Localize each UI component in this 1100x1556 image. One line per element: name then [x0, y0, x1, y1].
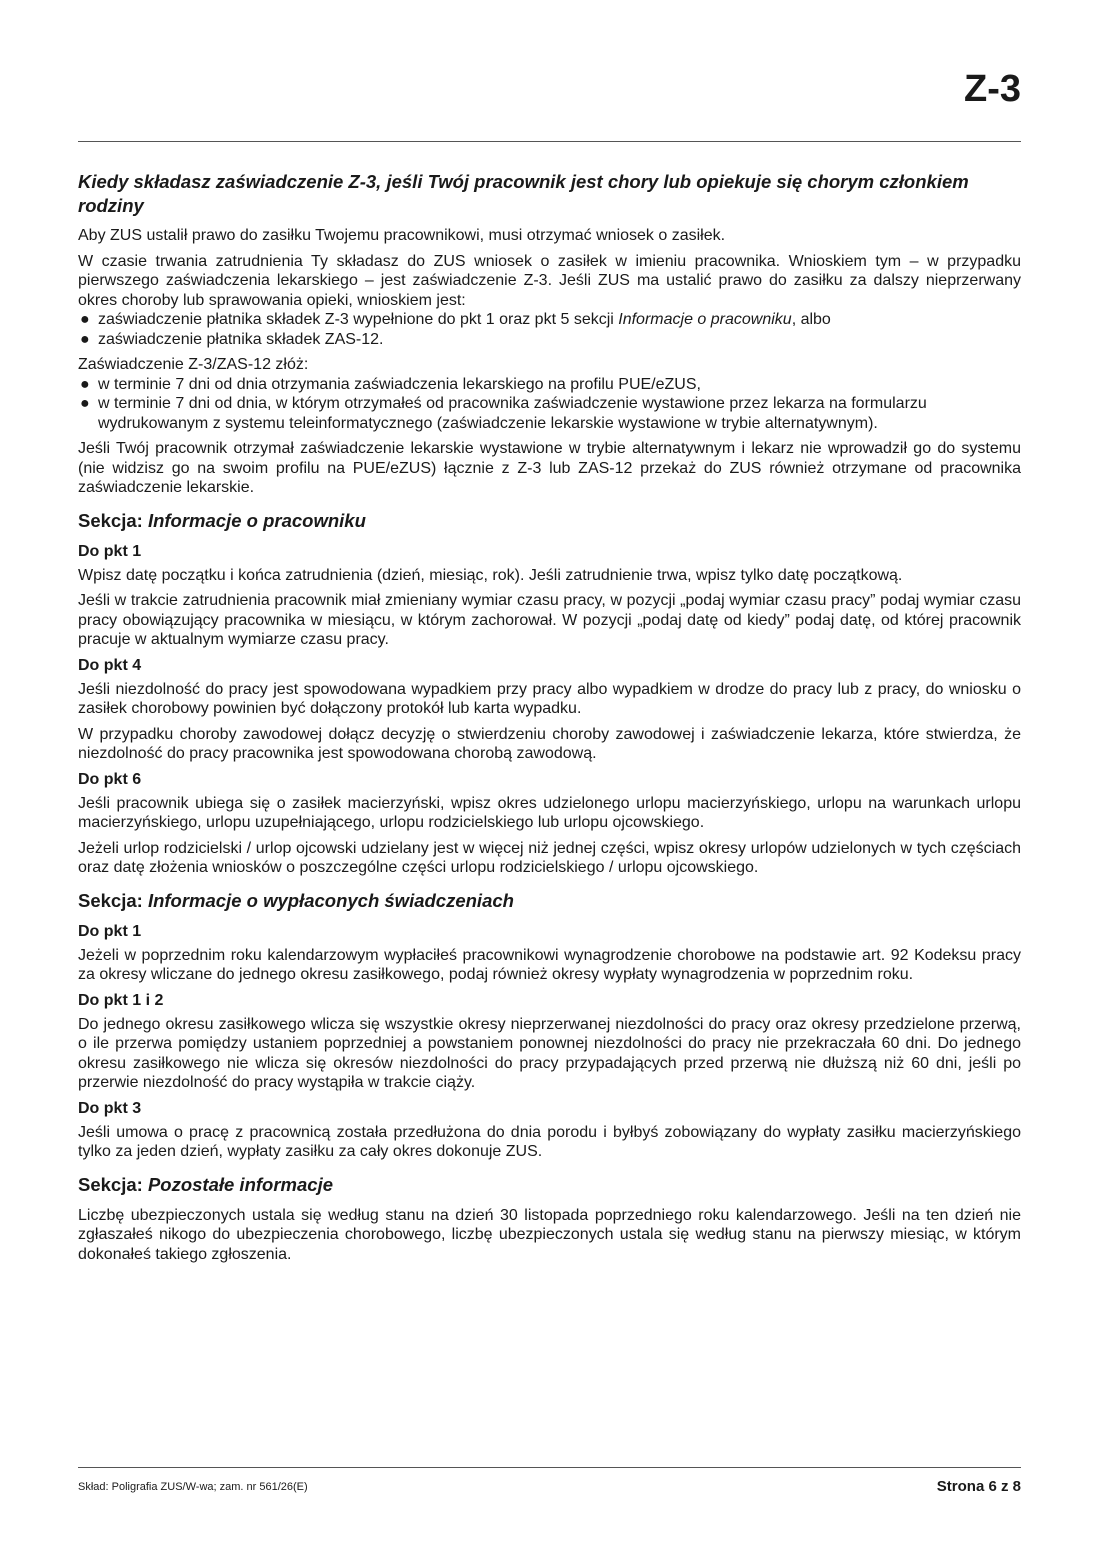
paragraph: Jeżeli urlop rodzicielski / urlop ojcowski udzielany jest w więcej niż jednej części, wpisz okresy urlopów udzielonych w tych częściach oraz datę złożenia wniosków o poszczególne części urlopu rodzicielskiego / urlopu ojcowskiego. — [78, 839, 1021, 876]
bullet-icon: ● — [80, 395, 90, 412]
intro-paragraph-4: Jeśli Twój pracownik otrzymał zaświadczenie lekarskie wystawione w trybie alternatywnym i lekarz nie wprowadził go do systemu (nie widzisz go na swoim profilu na PUE/eZUS) łącznie z Z-3 lub ZAS-12 przekaż do ZUS również otrzymane od pracownika zaświadczenie lekarskie. — [78, 440, 1021, 496]
bullet-icon: ● — [80, 311, 90, 328]
page-number: Strona 6 z 8 — [936, 1478, 1021, 1495]
intro-paragraph-3: Zaświadczenie Z-3/ZAS-12 złóż: — [78, 356, 309, 373]
bullet-icon: ● — [80, 375, 90, 393]
paragraph: Jeśli w trakcie zatrudnienia pracownik miał zmieniany wymiar czasu pracy, w pozycji „podaj wymiar czasu pracy” podaj wymiar czasu pracy obowiązujący pracownika w miesiącu, w którym zachorował. W pozycji „podaj datę od kiedy” podaj datę, od której pracownik pracuje w aktualnym wymiarze czasu pracy. — [78, 592, 1021, 648]
paragraph: Do jednego okresu zasiłkowego wlicza się wszystkie okresy nieprzerwanej niezdolności do pracy oraz okresy przedzielone przerwą, o ile przerwa pomiędzy ustaniem poprzedniej a powstaniem ponownej niezdolności do pracy nie przekraczała 60 dni. Do jednego okresu zasiłkowego nie wlicza się okresów niezdolności do pracy przypadających przed przerwą nie dłuższą niż 60 dni, jeśli po przerwie niezdolność do pracy wystąpiła w trakcie ciąży. — [78, 1015, 1021, 1091]
list-item: ● zaświadczenie płatnika składek ZAS-12. — [80, 330, 384, 348]
paragraph: Wpisz datę początku i końca zatrudnienia (dzień, miesiąc, rok). Jeśli zatrudnienie trwa, wpisz tylko datę początkową. — [78, 566, 903, 584]
request-list — [78, 310, 1021, 349]
intro-title: Kiedy składasz zaświadczenie Z-3, jeśli Twój pracownik jest chory lub opiekuje się chorym członkiem rodziny — [78, 171, 969, 216]
subheading: Do pkt 1 i 2 — [78, 991, 164, 1009]
bullet-icon: ● — [80, 330, 90, 348]
intro-paragraph-2: W czasie trwania zatrudnienia Ty składasz do ZUS wniosek o zasiłek w imieniu pracownika. Wnioskiem tym – w przypadku pierwszego zaświadczenia lekarskiego – jest zaświadczenie Z-3. Jeśli ZUS ma ustalić prawo do zasiłku za dalszy nieprzerwany okres choroby lub sprawowania opieki, wnioskiem jest: — [78, 252, 1021, 309]
subheading: Do pkt 4 — [78, 656, 142, 674]
section-heading-other-info: Sekcja: Pozostałe informacje — [78, 1173, 333, 1195]
subheading: Do pkt 6 — [78, 770, 142, 788]
paragraph: Jeśli pracownik ubiega się o zasiłek macierzyński, wpisz okres udzielonego urlopu macierzyńskiego, urlopu na warunkach urlopu macierzyńskiego, urlopu uzupełniającego, urlopu rodzicielskiego lub urlopu ojcowskiego. — [78, 794, 1021, 831]
header-divider — [78, 141, 1021, 142]
paragraph: W przypadku choroby zawodowej dołącz decyzję o stwierdzeniu choroby zawodowej i zaświadczenie lekarza, które stwierdza, że niezdolność do pracy pracownika jest spowodowana chorobą zawodową. — [78, 725, 1021, 762]
list-item: ● w terminie 7 dni od dnia otrzymania zaświadczenia lekarskiego na profilu PUE/eZUS, — [80, 375, 701, 393]
paragraph: Liczbę ubezpieczonych ustala się według stanu na dzień 30 listopada poprzedniego roku kalendarzowego. Jeśli na ten dzień nie zgłaszałeś nikogo do ubezpieczenia chorobowego, liczbę ubezpieczonych ustala się według stanu na pierwszy miesiąc, w którym dokonałeś takiego zgłoszenia. — [78, 1206, 1021, 1263]
document-code: Z-3 — [964, 68, 1021, 110]
subheading: Do pkt 1 — [78, 542, 142, 560]
intro-paragraph-1: Aby ZUS ustalił prawo do zasiłku Twojemu pracownikowi, musi otrzymać wniosek o zasiłek. — [78, 227, 726, 244]
subheading: Do pkt 3 — [78, 1099, 142, 1117]
subheading: Do pkt 1 — [78, 922, 142, 940]
list-item: ● w terminie 7 dni od dnia, w którym otrzymałeś od pracownika zaświadczenie wystawione przez lekarza na formularzu wydrukowanym z systemu teleinformatycznego (zaświadczenie lekarskie wystawione w trybie alternatywnym). — [80, 395, 927, 432]
paragraph: Jeśli niezdolność do pracy jest spowodowana wypadkiem przy pracy albo wypadkiem w drodze do pracy lub z pracy, do wniosku o zasiłek chorobowy powinien być dołączony protokół lub karta wypadku. — [78, 680, 1021, 717]
paragraph: Jeżeli w poprzednim roku kalendarzowym wypłaciłeś pracownikowi wynagrodzenie chorobowe na podstawie art. 92 Kodeksu pracy za okresy wliczane do jednego okresu zasiłkowego, podaj również okresy wypłaty wynagrodzenia w poprzednim roku. — [78, 946, 1021, 983]
paragraph: Jeśli umowa o pracę z pracownicą została przedłużona do dnia porodu i byłbyś zobowiązany do wypłaty zasiłku macierzyńskiego tylko za jeden dzień, wypłaty zasiłku za cały okres dokonuje ZUS. — [78, 1123, 1021, 1160]
footer-print-info: Skład: Poligrafia ZUS/W-wa; zam. nr 561/26(E) — [78, 1481, 308, 1493]
content — [78, 170, 1021, 1270]
deadline-list — [78, 375, 1021, 434]
section-heading-employee-info: Sekcja: Informacje o pracowniku — [78, 509, 366, 531]
footer-divider — [78, 1467, 1021, 1468]
section-heading-paid-benefits: Sekcja: Informacje o wypłaconych świadczeniach — [78, 889, 514, 911]
list-item: ● zaświadczenie płatnika składek Z-3 wypełnione do pkt 1 oraz pkt 5 sekcji Informacje o pracowniku, albo — [80, 311, 831, 328]
